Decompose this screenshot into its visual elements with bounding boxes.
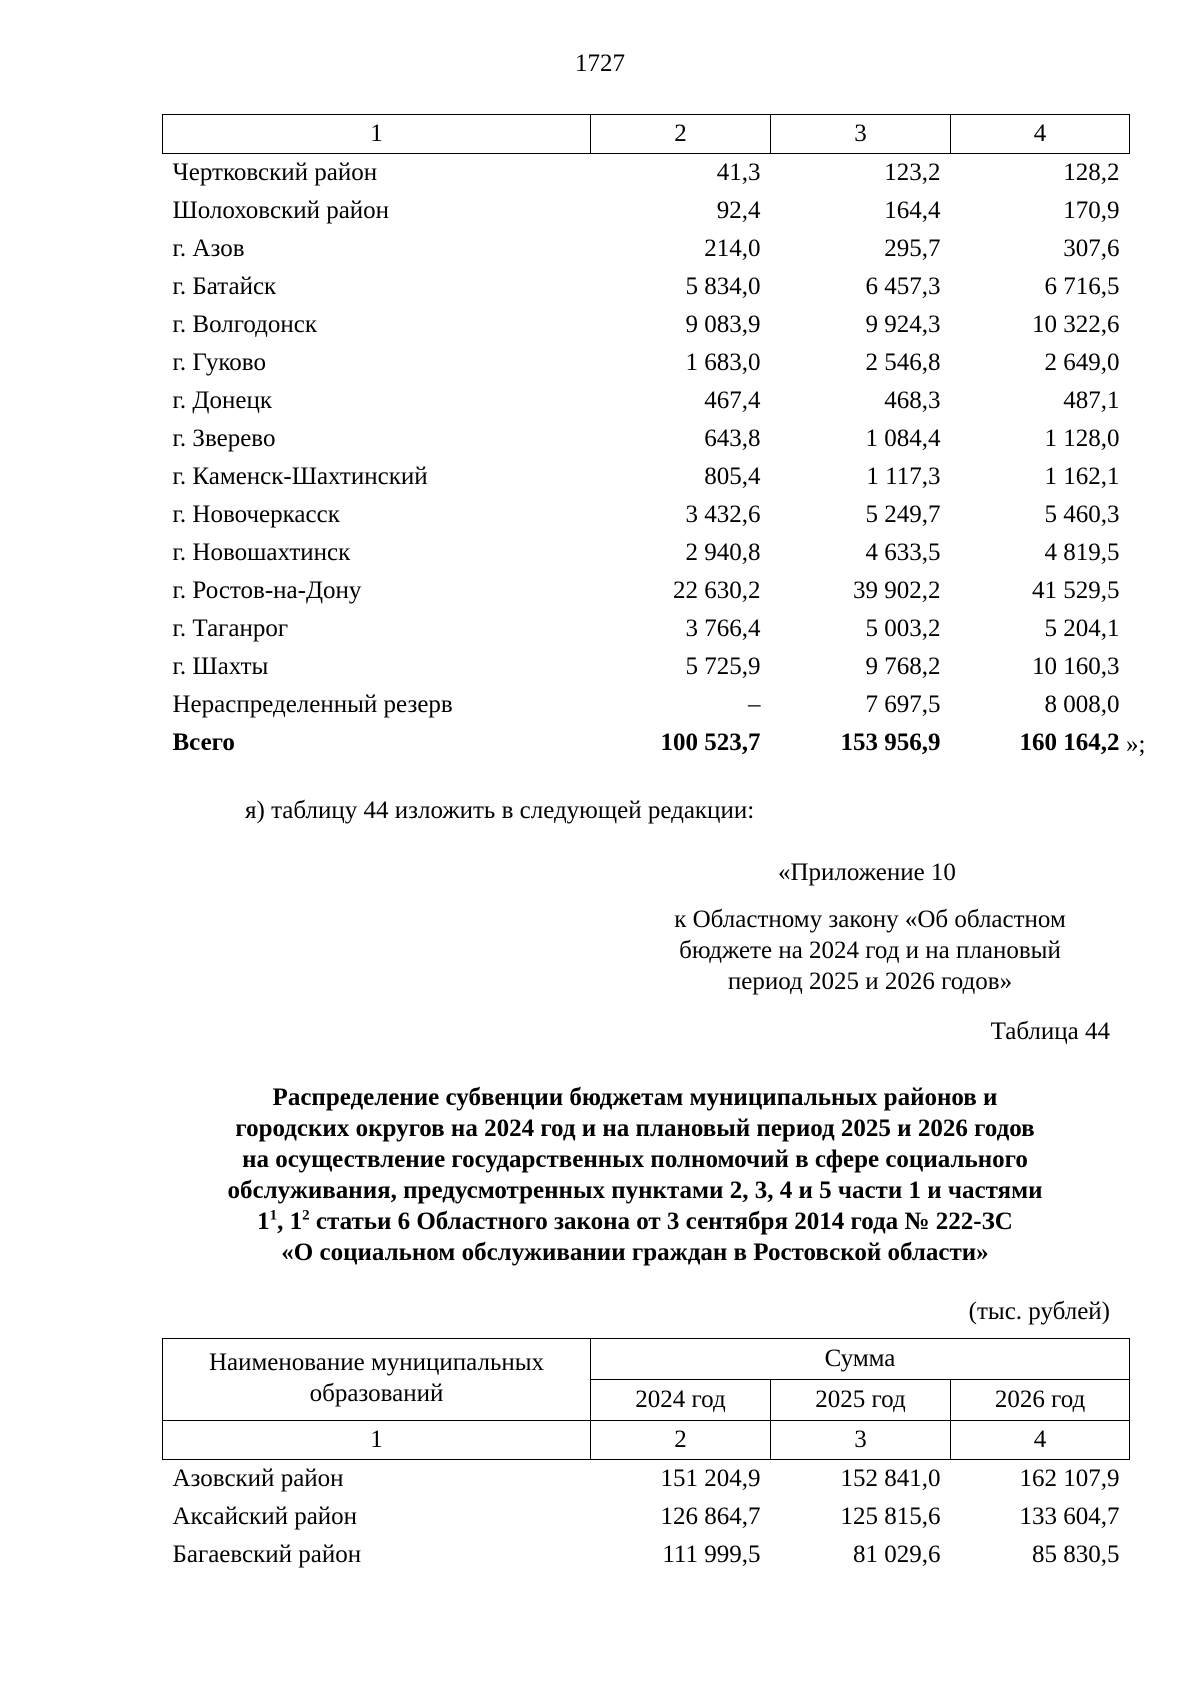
value-cell: 126 864,7 [660,1503,761,1530]
municipality-name: Багаевский район [172,1541,362,1568]
value-cell: 100 523,7 [660,729,761,756]
value-cell: 92,4 [716,197,761,224]
instruction-text: я) таблицу 44 изложить в следующей редакции: [245,797,755,824]
superscript: 2 [302,1207,310,1224]
value-cell: 6 457,3 [865,273,941,300]
municipality-name: Нераспределенный резерв [172,691,453,718]
table-row [163,610,1130,648]
value-cell: 162 107,9 [1019,1465,1120,1492]
value-cell: 10 322,6 [1032,311,1120,338]
value-cell: 468,3 [884,387,941,414]
column-number: 2 [591,115,771,154]
value-cell: 3 432,6 [685,501,761,528]
value-cell: 295,7 [884,235,941,262]
value-cell: 152 841,0 [840,1465,941,1492]
value-cell: 6 716,5 [1044,273,1120,300]
page-number: 1727 [575,50,625,77]
table-row [163,420,1130,458]
municipality-name: г. Зверево [172,425,276,452]
value-cell: 153 956,9 [840,729,941,756]
table-row [163,230,1130,268]
value-cell: 133 604,7 [1019,1503,1120,1530]
value-cell: 123,2 [884,159,941,186]
table-row [163,572,1130,610]
title-text: 1 [257,1208,270,1235]
value-cell: 151 204,9 [660,1465,761,1492]
table-row [163,496,1130,534]
value-cell: 164,4 [884,197,941,224]
municipality-name: Азовский район [172,1465,344,1492]
value-cell: 2 940,8 [685,539,761,566]
year-header: 2026 год [951,1380,1130,1421]
value-cell: 39 902,2 [853,577,941,604]
municipality-name: г. Гуково [172,349,266,376]
column-number: 1 [163,1421,591,1460]
value-cell: 467,4 [704,387,761,414]
table-row [163,154,1130,193]
table-title [160,1082,1110,1268]
table-row [163,382,1130,420]
continuation-table [162,114,1130,762]
value-cell: 81 029,6 [853,1541,941,1568]
value-cell: 5 725,9 [685,653,761,680]
title-line: обслуживания, предусмотренных пунктами 2, 3, 4 и 5 части 1 и частями [227,1177,1043,1204]
appendix-reference [640,904,1100,997]
value-cell: 5 003,2 [865,615,941,642]
value-cell: 7 697,5 [865,691,941,718]
value-cell: 9 083,9 [685,311,761,338]
table-row [163,268,1130,306]
units-label: (тыс. рублей) [968,1298,1110,1325]
column-number: 4 [951,1421,1130,1460]
value-cell: 805,4 [704,463,761,490]
table-row [163,534,1130,572]
value-cell: 5 249,7 [865,501,941,528]
municipality-name: Всего [172,729,235,756]
title-line: городских округов на 2024 год и на плановый период 2025 и 2026 годов [235,1115,1035,1142]
municipality-name: г. Ростов-на-Дону [172,577,362,604]
title-line: «О социальном обслуживании граждан в Ростовской области» [281,1239,989,1266]
table-row [163,306,1130,344]
value-cell: 128,2 [1063,159,1120,186]
value-cell: 22 630,2 [673,577,761,604]
municipality-name: г. Батайск [172,273,277,300]
title-line: Распределение субвенции бюджетам муниципальных районов и [272,1084,998,1111]
superscript: 1 [269,1207,278,1224]
municipality-name: г. Донецк [172,387,272,414]
value-cell: – [748,691,761,718]
column-number: 3 [771,115,951,154]
table-header-row [163,115,1130,154]
municipality-name: г. Новочеркасск [172,501,340,528]
value-cell: 643,8 [704,425,761,452]
column-number: 2 [591,1421,771,1460]
value-cell: 4 633,5 [865,539,941,566]
table-number-row [163,1421,1130,1460]
value-cell: 2 649,0 [1044,349,1120,376]
appendix-ref-line: бюджете на 2024 год и на плановый [679,937,1061,964]
column-number: 4 [951,115,1130,154]
municipality-name: г. Каменск-Шахтинский [172,463,428,490]
municipality-name: Чертковский район [172,159,378,186]
name-column-header: Наименование муниципальных образований [163,1339,591,1421]
total-row [163,724,1130,762]
municipality-name: г. Новошахтинск [172,539,351,566]
value-cell: 307,6 [1063,235,1120,262]
table-row [163,192,1130,230]
column-number: 1 [163,115,591,154]
value-cell: 9 768,2 [865,653,941,680]
value-cell: 85 830,5 [1032,1541,1120,1568]
value-cell: 5 460,3 [1044,501,1120,528]
table-row [163,1536,1130,1574]
distribution-table [162,1338,1130,1574]
value-cell: 1 683,0 [685,349,761,376]
value-cell: 111 999,5 [662,1541,761,1568]
value-cell: 2 546,8 [865,349,941,376]
appendix-title: «Приложение 10 [778,859,956,886]
title-line: на осуществление государственных полномочий в сфере социального [242,1146,1028,1173]
municipality-name: г. Азов [172,235,245,262]
value-cell: 1 128,0 [1044,425,1120,452]
table-row [163,648,1130,686]
value-cell: 10 160,3 [1032,653,1120,680]
value-cell: 4 819,5 [1044,539,1120,566]
value-cell: 160 164,2 [1019,729,1120,756]
value-cell: 3 766,4 [685,615,761,642]
appendix-ref-line: период 2025 и 2026 годов» [727,968,1013,995]
year-header: 2024 год [591,1380,771,1421]
table-header-row [163,1339,1130,1380]
value-cell: 1 084,4 [865,425,941,452]
value-cell: 41 529,5 [1032,577,1120,604]
value-cell: 5 204,1 [1044,615,1120,642]
table-row [163,1498,1130,1536]
value-cell: 9 924,3 [865,311,941,338]
table-row [163,344,1130,382]
value-cell: 487,1 [1063,387,1120,414]
title-line [160,1206,1110,1237]
value-cell: 41,3 [716,159,761,186]
value-cell: 1 117,3 [866,463,941,490]
year-header: 2025 год [771,1380,951,1421]
table-number: Таблица 44 [990,1018,1110,1045]
column-number: 3 [771,1421,951,1460]
closing-quote: »; [1126,731,1146,758]
value-cell: 170,9 [1063,197,1120,224]
municipality-name: г. Таганрог [172,615,289,642]
value-cell: 125 815,6 [840,1503,941,1530]
municipality-name: г. Волгодонск [172,311,318,338]
appendix-ref-line: к Областному закону «Об областном [674,906,1066,933]
table-row [163,458,1130,496]
table-row [163,1460,1130,1499]
value-cell: 5 834,0 [685,273,761,300]
value-cell: 214,0 [704,235,761,262]
value-cell: 1 162,1 [1044,463,1120,490]
title-text: , 1 [277,1208,303,1235]
municipality-name: г. Шахты [172,653,269,680]
municipality-name: Аксайский район [172,1503,358,1530]
municipality-name: Шолоховский район [172,197,390,224]
table-row [163,686,1130,724]
title-text: статьи 6 Областного закона от 3 сентября 2014 года № 222-ЗС [309,1208,1013,1235]
value-cell: 8 008,0 [1044,691,1120,718]
sum-column-header: Сумма [591,1339,1130,1380]
